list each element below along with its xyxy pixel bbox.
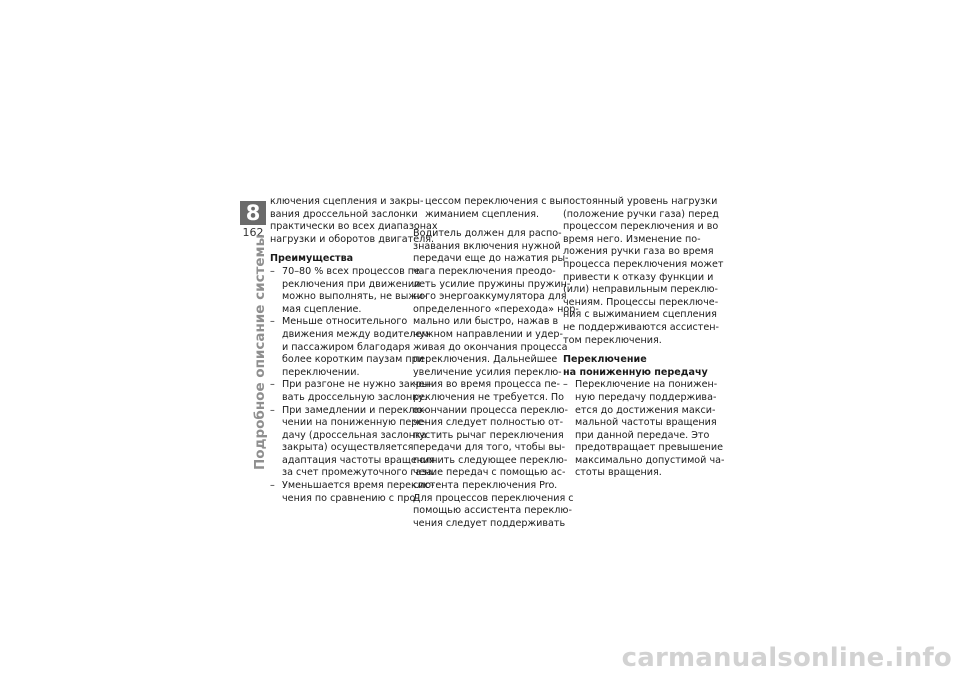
- text-line: переключения. Дальнейшее: [413, 354, 558, 366]
- text-line: знавания включения нужной: [413, 240, 561, 252]
- text-line: практически во всех диапазонах: [270, 221, 438, 233]
- text-line: мально или быстро, нажав в: [413, 316, 559, 328]
- text-line: (положение ручки газа) перед: [563, 208, 719, 220]
- text-line: можно выполнять, не выжи-: [282, 291, 427, 303]
- text-line: чения во время процесса пе-: [413, 379, 560, 391]
- text-line: процессом переключения и во: [563, 221, 719, 233]
- watermark: carmanualsonline.info: [621, 643, 952, 673]
- text-line: леть усилие пружины пружин-: [413, 278, 571, 290]
- text-line: ложения ручки газа во время: [563, 246, 714, 258]
- bullet-item: – 70–80 % всех процессов пе-: [270, 266, 408, 279]
- text-column-3: [563, 196, 725, 480]
- text-line: мальной частоты вращения: [575, 417, 717, 429]
- bullet-item: – При замедлении и переклю-: [270, 405, 408, 418]
- section-heading-advantages: Преимущества: [270, 253, 354, 265]
- section-heading-downshift: на пониженную передачу: [563, 366, 708, 378]
- text-line: чага переключения преодо-: [413, 265, 556, 277]
- text-line: более коротким паузам при: [282, 354, 424, 366]
- text-line: систента переключения Pro.: [413, 480, 558, 492]
- text-line: чении на пониженную пере-: [282, 417, 427, 429]
- text-line: ния с выжиманием сцепления: [563, 309, 717, 321]
- text-line: адаптация частоты вращения: [282, 454, 436, 466]
- text-line: вать дроссельную заслонку.: [282, 391, 427, 403]
- text-line: полнить следующее переклю-: [413, 454, 568, 466]
- text-line: нагрузки и оборотов двигателя.: [270, 233, 435, 245]
- text-line: вания дроссельной заслонки: [270, 208, 418, 220]
- text-line: процесса переключения может: [563, 258, 724, 270]
- text-line: не поддерживаются ассистен-: [563, 321, 719, 333]
- text-line: том переключения.: [563, 334, 662, 346]
- text-line: передачи еще до нажатия ры-: [413, 253, 569, 265]
- text-column-1: [270, 196, 438, 505]
- text-column-2: [413, 196, 579, 530]
- text-line: при данной передаче. Это: [575, 429, 710, 441]
- text-line: Водитель должен для распо-: [413, 228, 562, 240]
- text-line: увеличение усилия переклю-: [413, 366, 562, 378]
- text-line: реключения не требуется. По: [413, 391, 565, 403]
- text-line: (или) неправильным переклю-: [563, 284, 718, 296]
- text-line: ного энергоаккумулятора для: [413, 291, 567, 303]
- text-line: чениям. Процессы переключе-: [563, 296, 719, 308]
- text-line: передачи для того, чтобы вы-: [413, 442, 566, 454]
- text-line: ется до достижения макси-: [575, 404, 716, 416]
- text-line: жиманием сцепления.: [425, 208, 540, 220]
- text-line: предотвращает превышение: [575, 442, 724, 454]
- text-line: окончании процесса переклю-: [413, 404, 568, 416]
- text-line: дачу (дроссельная заслонка: [282, 429, 427, 441]
- text-line: закрыта) осуществляется: [282, 442, 414, 454]
- chapter-side-title: Подробное описание системы: [252, 234, 268, 470]
- spacer: [270, 246, 408, 253]
- chapter-number: 8: [245, 201, 261, 225]
- text-line: стоты вращения.: [575, 467, 662, 479]
- text-line: чение передач с помощью ас-: [413, 467, 566, 479]
- text-line: определенного «перехода» нор-: [413, 303, 579, 315]
- text-line: ключения сцепления и закры-: [270, 196, 424, 207]
- text-line: реключения при движении: [282, 278, 421, 290]
- text-line: чения следует полностью от-: [413, 417, 564, 429]
- bullet-item: – При разгоне не нужно закры-: [270, 379, 408, 392]
- text-line: пустить рычаг переключения: [413, 429, 564, 441]
- text-line: движения между водителем: [282, 328, 429, 340]
- bullet-item: – Меньше относительного: [270, 316, 408, 329]
- page-number: 162: [240, 225, 266, 240]
- section-heading-downshift: Переключение: [563, 354, 647, 366]
- bullet-item: – Переключение на понижен-: [563, 379, 701, 392]
- text-line: время него. Изменение по-: [563, 233, 701, 245]
- text-line: чения следует поддерживать: [413, 517, 566, 529]
- text-line: живая до окончания процесса: [413, 341, 568, 353]
- text-line: за счет промежуточного газа.: [282, 467, 436, 479]
- text-line: помощью ассистента переклю-: [413, 505, 572, 517]
- text-line: ную передачу поддержива-: [575, 391, 717, 403]
- text-line: мая сцепление.: [282, 303, 362, 315]
- text-line: и пассажиром благодаря: [282, 341, 411, 353]
- text-line: максимально допустимой ча-: [575, 454, 725, 466]
- text-line: Для процессов переключения с: [413, 492, 574, 504]
- text-line: привести к отказу функции и: [563, 271, 714, 283]
- bullet-item: – Уменьшается время переклю-: [270, 480, 408, 493]
- spacer: [563, 347, 701, 354]
- text-line: чения по сравнению с про-: [282, 492, 419, 504]
- text-line: переключении.: [282, 366, 360, 378]
- spacer: [413, 221, 551, 228]
- text-line: постоянный уровень нагрузки: [563, 196, 718, 207]
- text-line: нужном направлении и удер-: [413, 328, 563, 340]
- text-line: цессом переключения с вы-: [425, 196, 567, 207]
